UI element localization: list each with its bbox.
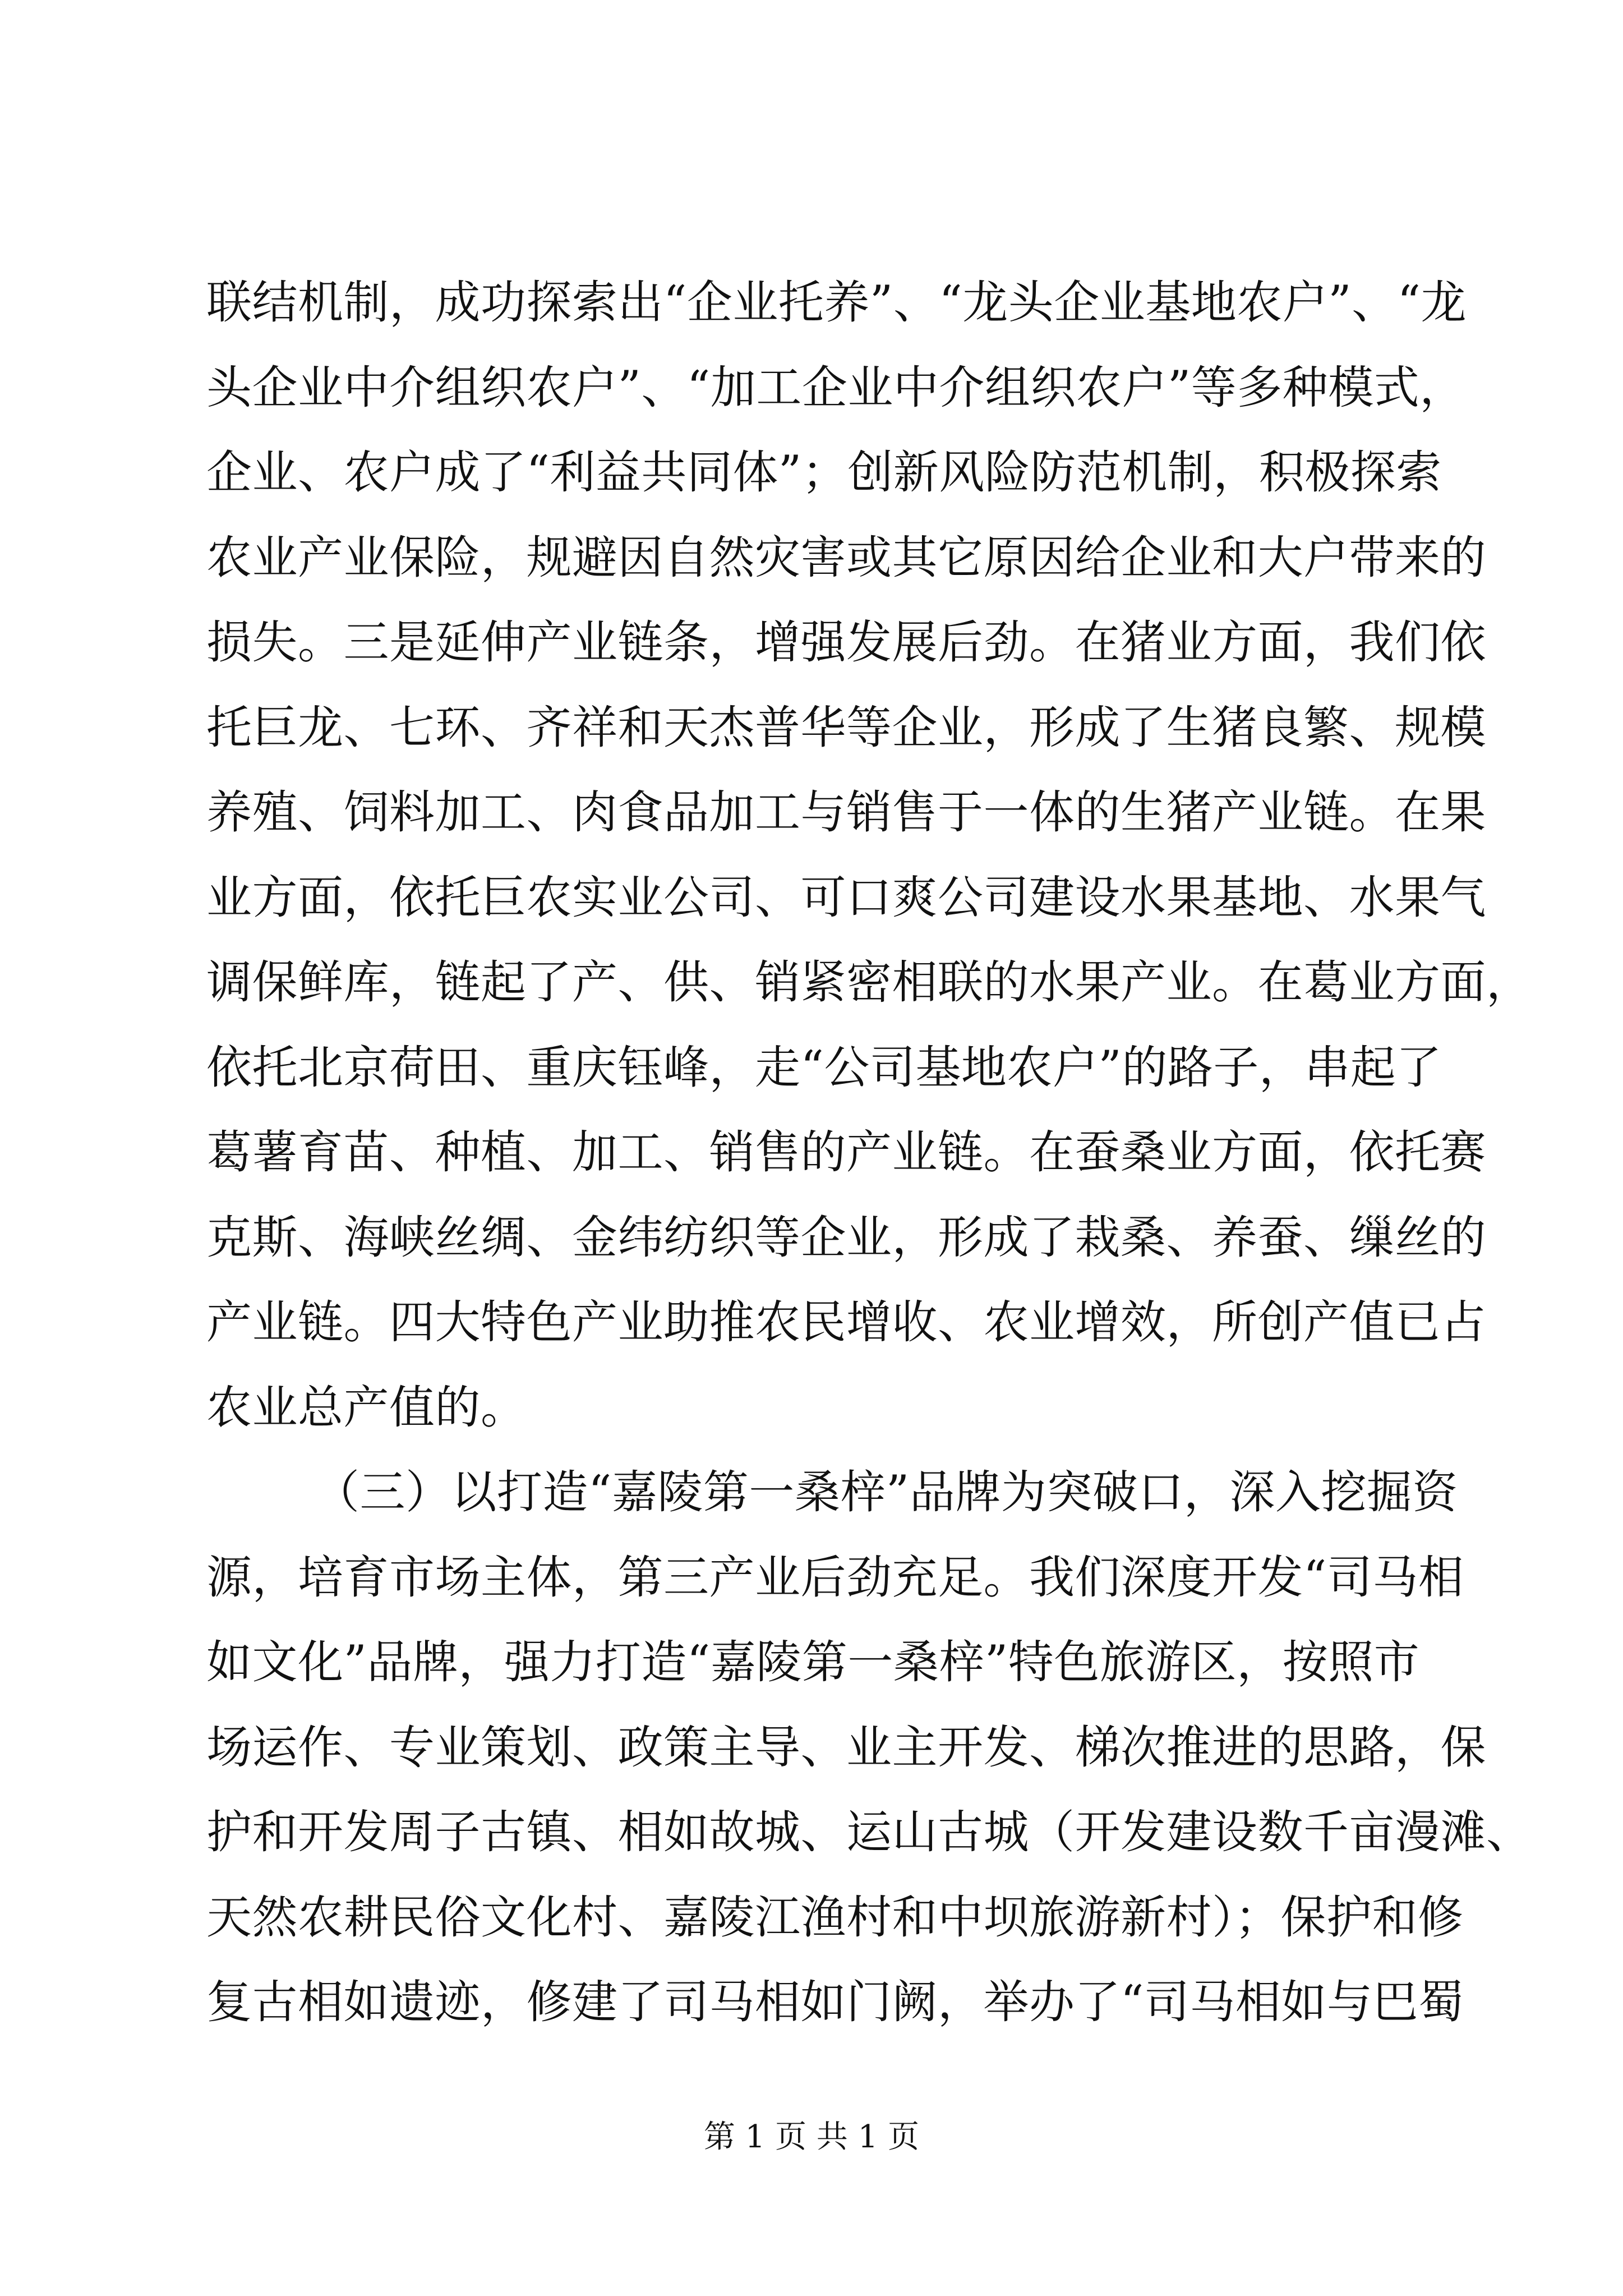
text-line-paragraph-start: （三）以打造“嘉陵第一桑梓”品牌为突破口，深入挖掘资 xyxy=(314,1466,1458,1519)
text-line: 损失。三是延伸产业链条，增强发展后劲。在猪业方面，我们依 xyxy=(206,616,1487,669)
text-line: 如文化”品牌，强力打造“嘉陵第一桑梓”特色旅游区，按照市 xyxy=(206,1636,1420,1689)
text-line: 业方面，依托巨农实业公司、可口爽公司建设水果基地、水果气 xyxy=(206,872,1487,924)
text-line: 企业、农户成了“利益共同体”；创新风险防范机制，积极探索 xyxy=(206,447,1442,499)
text-line: 源，培育市场主体，第三产业后劲充足。我们深度开发“司马相 xyxy=(206,1552,1464,1604)
text-line: 头企业中介组织农户”、“加工企业中介组织农户”等多种模式， xyxy=(206,362,1465,415)
text-line: 天然农耕民俗文化村、嘉陵江渔村和中坝旅游新村）；保护和修 xyxy=(206,1892,1464,1944)
text-line: 养殖、饲料加工、肉食品加工与销售于一体的生猪产业链。在果 xyxy=(206,786,1487,839)
text-line: 农业总产值的。 xyxy=(206,1382,527,1434)
page-footer: 第 1 页 共 1 页 xyxy=(703,2119,920,2155)
text-line: 托巨龙、七环、齐祥和天杰普华等企业，形成了生猪良繁、规模 xyxy=(206,702,1487,754)
text-line: 产业链。四大特色产业助推农民增收、农业增效，所创产值已占 xyxy=(206,1296,1487,1349)
text-line: 复古相如遗迹，修建了司马相如门阙，举办了“司马相如与巴蜀 xyxy=(206,1976,1464,2029)
text-line: 依托北京荷田、重庆钰峰，走“公司基地农户”的路子，串起了 xyxy=(206,1042,1442,1094)
text-line: 场运作、专业策划、政策主导、业主开发、梯次推进的思路，保 xyxy=(206,1722,1487,1774)
text-line: 联结机制，成功探索出“企业托养”、“龙头企业基地农户”、“龙 xyxy=(206,277,1467,329)
text-line: 克斯、海峡丝绸、金纬纺织等企业，形成了栽桑、养蚕、缫丝的 xyxy=(206,1212,1487,1264)
text-line: 葛薯育苗、种植、加工、销售的产业链。在蚕桑业方面，依托赛 xyxy=(206,1126,1487,1179)
text-line: 农业产业保险，规避因自然灾害或其它原因给企业和大户带来的 xyxy=(206,532,1487,585)
text-line: 护和开发周子古镇、相如故城、运山古城（开发建设数千亩漫滩、 xyxy=(206,1806,1532,1859)
text-line: 调保鲜库，链起了产、供、销紧密相联的水果产业。在葛业方面， xyxy=(206,956,1532,1009)
